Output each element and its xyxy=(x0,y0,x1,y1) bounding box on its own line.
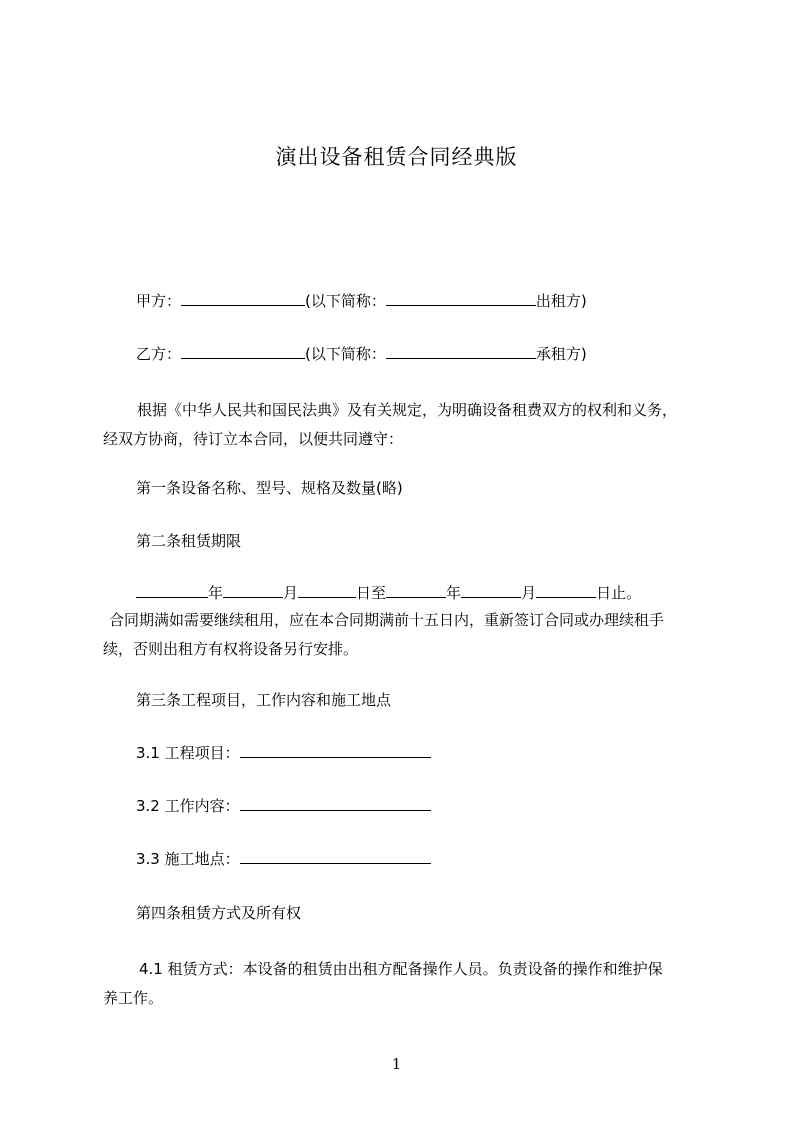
project-item xyxy=(136,743,431,763)
intro-line-1: 根据《中华人民共和国民法典》及有关规定，为明确设备租费双方的权利和义务， xyxy=(137,401,678,419)
party-b-alias-prefix: (以下简称： xyxy=(305,345,386,363)
party-a-name-blank[interactable] xyxy=(181,291,305,306)
lease-period-line xyxy=(136,583,641,603)
month2-label: 月 xyxy=(521,584,537,602)
party-a-label: 甲方： xyxy=(136,292,182,310)
article-2-heading: 第二条租赁期限 xyxy=(136,532,242,550)
article-3-heading: 第三条工程项目，工作内容和施工地点 xyxy=(136,691,392,709)
article-4-paragraph xyxy=(103,955,693,1013)
party-b-line xyxy=(136,344,587,364)
location-label: 3.3 施工地点： xyxy=(136,850,240,868)
party-a-line xyxy=(136,291,587,311)
article-2-paragraph xyxy=(103,606,693,664)
document-title: 演出设备租赁合同经典版 xyxy=(275,145,518,169)
party-b-label: 乙方： xyxy=(136,345,182,363)
party-b-alias-suffix: 承租方) xyxy=(535,345,587,363)
start-day-blank[interactable] xyxy=(298,583,356,598)
location-blank[interactable] xyxy=(240,849,431,864)
article-4-line-1: 4.1 租赁方式：本设备的租赁由出租方配备操作人员。负责设备的操作和维护保 xyxy=(139,960,663,978)
article-4-heading: 第四条租赁方式及所有权 xyxy=(136,904,302,922)
party-a-alias-blank[interactable] xyxy=(386,291,536,306)
end-day-blank[interactable] xyxy=(536,583,596,598)
year-label: 年 xyxy=(208,584,224,602)
end-month-blank[interactable] xyxy=(461,583,521,598)
intro-paragraph xyxy=(103,396,693,454)
day-end-label: 日止。 xyxy=(596,584,642,602)
project-label: 3.1 工程项目： xyxy=(136,744,240,762)
start-year-blank[interactable] xyxy=(136,583,208,598)
party-a-alias-suffix: 出租方) xyxy=(535,292,587,310)
article-2-line-1: 合同期满如需要继续租用，应在本合同期满前十五日内，重新签订合同或办理续租手 xyxy=(109,611,665,629)
article-2-line-2: 续，否则出租方有权将设备另行安排。 xyxy=(103,640,359,658)
location-item xyxy=(136,849,431,869)
article-4-line-2: 养工作。 xyxy=(103,989,164,1007)
year2-label: 年 xyxy=(446,584,462,602)
month-label: 月 xyxy=(283,584,299,602)
party-b-alias-blank[interactable] xyxy=(386,344,536,359)
day-to-label: 日至 xyxy=(356,584,387,602)
work-content-label: 3.2 工作内容： xyxy=(136,797,240,815)
start-month-blank[interactable] xyxy=(223,583,283,598)
work-content-blank[interactable] xyxy=(240,796,431,811)
party-a-alias-prefix: (以下简称： xyxy=(305,292,386,310)
page-number: 1 xyxy=(391,1055,402,1073)
project-blank[interactable] xyxy=(240,743,431,758)
work-content-item xyxy=(136,796,431,816)
end-year-blank[interactable] xyxy=(386,583,446,598)
party-b-name-blank[interactable] xyxy=(181,344,305,359)
intro-line-2: 经双方协商，待订立本合同，以便共同遵守： xyxy=(103,430,404,448)
article-1-heading: 第一条设备名称、型号、规格及数量(略) xyxy=(136,479,403,497)
